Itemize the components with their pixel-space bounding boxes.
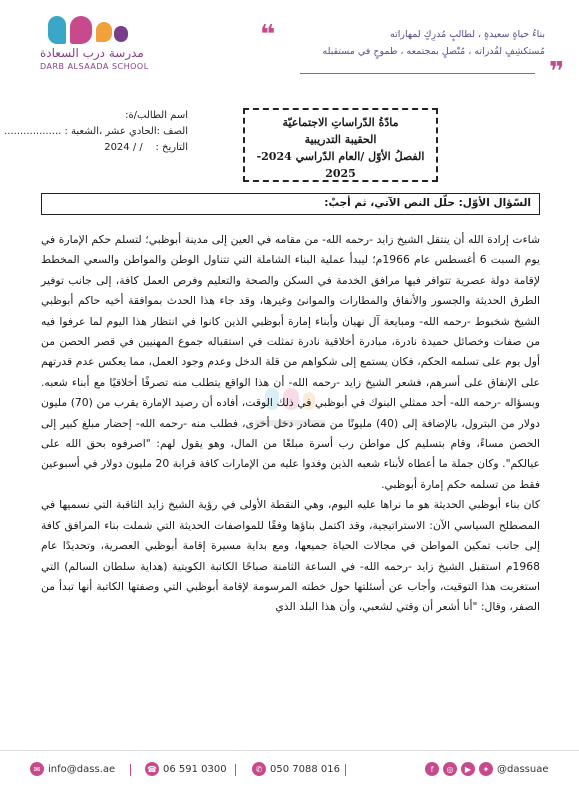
passage-paragraph-1: شاءت إرادة الله أن ينتقل الشيخ زايد -رحمه الله- من مقامه في العين إلى مدينة أبوظبي؛ لتسلم حكم الإمارة في يوم السبت 6 أغسطس عام 1966م؛ ليبدأ عملية البناء الشاملة التي تتناول الوطن والمواطن والسعي المخطط لإقامة دولة عصرية تتوافر فيها مرافق الخدمة في السكن والصحة والتعليم وفرص العمل كافة، إلى جانب توفير الطرق الحديثة والجسور والأنفاق والمطارات والموانئ وغيرها، وقد جاء هذا الحدث بموافقة أخيه حاكم أبوظبي الشيخ شخبوط -رحمه الله- ومبايعة آل نهيان وأبناء إمارة أبوظبي الذين كانوا في انتظار هذا اليوم لما عرفوا فيه من صفات وخصائل حميدة نادرة، مبادرة أخلاقية نادرة تمثلت في استقباله جموع المهنيين في قصر الحصن من أول يوم على تسلمه الحكم، فكان يستمع إلى شكواهم من قلة الدخل وعدم وجود العمل، مما يعكس عدم قدرتهم على الإنفاق على أسرهم، فشعر الشيخ زايد -رحمه الله- أن هذا الواقع يتطلب منه تصرفًا أخلاقيًا مع أبناء شعبه. وبسؤاله -رحمه الله- أحد ممثلي البنوك في أبوظبي في ذلك الوقت، أفاده أن رصيد الإمارة يقرب من (70) مليون دولار من البترول، بالإضافة إلى (40) مليونًا من مصادر دخل أخرى، فطلب منه -رحمه الله- إحضار مبلغ كبير إلى الحصن مساءً، وقام بتسليم كل مواطن رب أسرة مبلغًا من المال، وهو يقول لهم: "اصرفوه بحق الله على عيالكم". وكان جملة ما أعطاه لأبناء شعبه الذين وفدوا عليه من الإمارات كافة قرابة 20 مليون دولار في أسبوعين فقط من تسلمه حكم إمارة أبوظبي. bbox=[41, 233, 540, 491]
date-value: / / 2024 bbox=[104, 142, 143, 153]
reading-passage bbox=[41, 230, 540, 618]
slogan-underline bbox=[300, 73, 535, 74]
footer-divider bbox=[0, 750, 579, 751]
package-title: الحقيبة التدريبية bbox=[304, 133, 377, 146]
logo-mark-purple bbox=[114, 26, 128, 42]
logo-mark-blue bbox=[48, 16, 66, 44]
instagram-icon: ◎ bbox=[443, 762, 457, 776]
school-name-english: DARB ALSAADA SCHOOL bbox=[40, 62, 149, 71]
passage-paragraph-2: كان بناء أبوظبي الحديثة هو ما نراها عليه اليوم، وهي النقطة الأولى في رؤية الشيخ زايد الثاقبة التي نسميها في المصطلح السياسي الآن: الاستراتيجية، وقد اكتمل بناؤها وفقًا للمواصفات الحديثة التي شملت بناء المرافق كافة إلى جانب تمكين المواطن في مجالات الحياة جميعها، ومع بداية مسيرة إقامة أبوظبي العصرية، وتحديدًا عام 1968م استقبل الشيخ زايد -رحمه الله- في الساعة الثامنة صباحًا الكاتبة الكويتية (هداية سلطان السالم) التي استغربت هذا التوقيت، وأجاب عن أسئلتها حول خطته المرسومة لإقامة أبوظبي التي وصفتها الكاتبة أنها تبدأ من الصفر، وقال: "أنا أشعر أن وقتي لشعبي، وأن هذا البلد الذي bbox=[41, 498, 540, 614]
mobile-text: 050 7088 016 bbox=[270, 763, 340, 775]
subject-title: مادّةُ الدّراساتِ الاجتماعيّة bbox=[282, 116, 399, 129]
footer bbox=[0, 758, 579, 782]
phone-icon: ☎ bbox=[145, 762, 159, 776]
footer-separator bbox=[130, 764, 131, 776]
youtube-icon: ▶ bbox=[461, 762, 475, 776]
footer-phone[interactable] bbox=[145, 762, 227, 776]
email-icon: ✉ bbox=[30, 762, 44, 776]
snapchat-icon: ✦ bbox=[479, 762, 493, 776]
logo-mark-orange bbox=[96, 22, 112, 42]
student-date-row[interactable] bbox=[18, 140, 188, 156]
footer-separator bbox=[235, 764, 236, 776]
slogan-line-1: بناءُ حياةٍ سعيدةٍ ، لطالبٍ مُدرِكٍ لمهاراته bbox=[390, 29, 545, 40]
term-title: الفصلُ الأوّل /العام الدّراسي 2024-2025 bbox=[256, 150, 425, 180]
footer-social[interactable] bbox=[425, 762, 549, 776]
subject-title-box bbox=[243, 108, 438, 182]
quote-close-icon: ❞ bbox=[549, 57, 565, 87]
student-info bbox=[4, 108, 188, 156]
social-handle: @dassuae bbox=[497, 763, 549, 775]
student-name-label[interactable]: اسم الطالب/ة: bbox=[125, 110, 188, 121]
footer-mobile[interactable] bbox=[252, 762, 340, 776]
student-class-label[interactable]: الصف :الحادي عشر ،الشعبة : .................. bbox=[4, 126, 188, 137]
email-text: info@dass.ae bbox=[48, 763, 116, 775]
footer-separator bbox=[345, 764, 346, 776]
school-name-arabic: مدرسة درب السعادة bbox=[40, 46, 144, 60]
footer-email[interactable] bbox=[30, 762, 115, 776]
question-heading: السّؤال الأوّل: حلّل النص الآتي، ثم أجبْ: bbox=[41, 193, 540, 215]
facebook-icon: f bbox=[425, 762, 439, 776]
logo-mark-pink bbox=[70, 16, 92, 44]
slogan-line-2: مُستكشِفٍ لقُدراته ، مُتّصلٍ بمجتمعه ، طموحٍ في مستقبله bbox=[322, 46, 545, 57]
quote-open-icon: ❝ bbox=[260, 20, 276, 50]
phone-text: 06 591 0300 bbox=[163, 763, 227, 775]
whatsapp-icon: ✆ bbox=[252, 762, 266, 776]
date-label: التاريخ : bbox=[155, 142, 188, 153]
school-slogan bbox=[290, 26, 545, 72]
